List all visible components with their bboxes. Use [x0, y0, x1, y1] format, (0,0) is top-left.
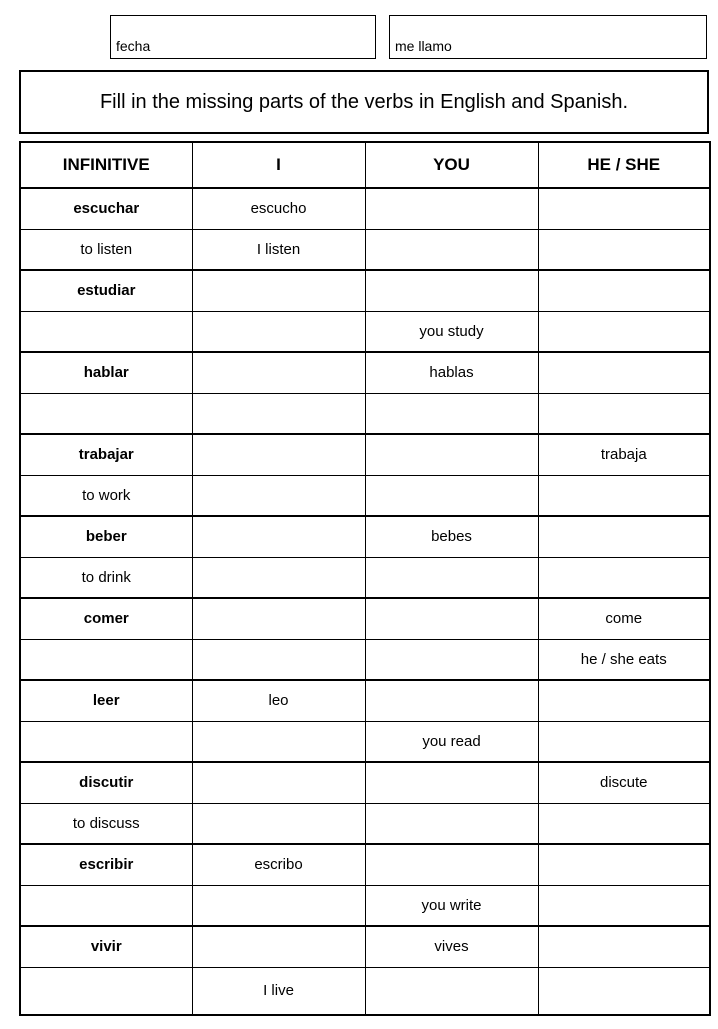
cell-infinitive: to work: [20, 475, 192, 516]
cell-i[interactable]: [192, 803, 365, 844]
cell-you[interactable]: [365, 680, 538, 721]
cell-i[interactable]: [192, 721, 365, 762]
table-row: [20, 557, 710, 598]
cell-he-she[interactable]: [538, 352, 710, 393]
cell-you: you write: [365, 885, 538, 926]
cell-i[interactable]: [192, 639, 365, 680]
cell-infinitive: to discuss: [20, 803, 192, 844]
cell-you[interactable]: [365, 598, 538, 639]
column-header-you: YOU: [365, 142, 538, 188]
table-row: [20, 311, 710, 352]
cell-infinitive[interactable]: [20, 393, 192, 434]
cell-infinitive[interactable]: [20, 639, 192, 680]
instructions-text: Fill in the missing parts of the verbs in English and Spanish.: [99, 90, 629, 113]
cell-infinitive: to listen: [20, 229, 192, 270]
cell-he-she[interactable]: [538, 475, 710, 516]
table-row: [20, 434, 710, 475]
date-label: fecha: [116, 38, 151, 54]
cell-infinitive: trabajar: [20, 434, 192, 475]
table-row: [20, 926, 710, 967]
table-row: [20, 803, 710, 844]
cell-he-she[interactable]: [538, 270, 710, 311]
cell-infinitive: escuchar: [20, 188, 192, 229]
cell-infinitive: to drink: [20, 557, 192, 598]
cell-he-she[interactable]: [538, 680, 710, 721]
cell-i[interactable]: [192, 557, 365, 598]
cell-you[interactable]: [365, 803, 538, 844]
cell-i: I listen: [192, 229, 365, 270]
cell-you[interactable]: [365, 967, 538, 1015]
cell-he-she[interactable]: [538, 926, 710, 967]
cell-i: leo: [192, 680, 365, 721]
cell-you: vives: [365, 926, 538, 967]
cell-i[interactable]: [192, 885, 365, 926]
table-row: [20, 598, 710, 639]
cell-he-she: trabaja: [538, 434, 710, 475]
table-row: [20, 721, 710, 762]
cell-you[interactable]: [365, 639, 538, 680]
cell-he-she[interactable]: [538, 393, 710, 434]
cell-he-she[interactable]: [538, 557, 710, 598]
cell-i[interactable]: [192, 352, 365, 393]
cell-infinitive[interactable]: [20, 311, 192, 352]
cell-he-she[interactable]: [538, 516, 710, 557]
cell-he-she: discute: [538, 762, 710, 803]
cell-you: hablas: [365, 352, 538, 393]
cell-you[interactable]: [365, 229, 538, 270]
cell-i[interactable]: [192, 475, 365, 516]
verb-table: [19, 141, 711, 1016]
cell-he-she[interactable]: [538, 188, 710, 229]
table-row: [20, 188, 710, 229]
cell-you[interactable]: [365, 475, 538, 516]
cell-infinitive: discutir: [20, 762, 192, 803]
cell-infinitive: vivir: [20, 926, 192, 967]
name-field[interactable]: [389, 15, 707, 59]
table-header-row: [20, 142, 710, 188]
cell-infinitive: hablar: [20, 352, 192, 393]
cell-you: you read: [365, 721, 538, 762]
table-row: [20, 680, 710, 721]
table-row: [20, 229, 710, 270]
table-row: [20, 967, 710, 1015]
table-row: [20, 844, 710, 885]
cell-i[interactable]: [192, 270, 365, 311]
cell-infinitive: estudiar: [20, 270, 192, 311]
date-field[interactable]: [110, 15, 376, 59]
cell-i[interactable]: [192, 311, 365, 352]
cell-he-she: he / she eats: [538, 639, 710, 680]
cell-i: escucho: [192, 188, 365, 229]
column-header-i: I: [192, 142, 365, 188]
cell-you[interactable]: [365, 188, 538, 229]
cell-you[interactable]: [365, 393, 538, 434]
cell-he-she[interactable]: [538, 721, 710, 762]
cell-you[interactable]: [365, 844, 538, 885]
cell-i: I live: [192, 967, 365, 1015]
name-label: me llamo: [395, 38, 452, 54]
cell-i[interactable]: [192, 598, 365, 639]
cell-he-she[interactable]: [538, 967, 710, 1015]
table-row: [20, 393, 710, 434]
cell-you[interactable]: [365, 557, 538, 598]
cell-i[interactable]: [192, 393, 365, 434]
cell-infinitive[interactable]: [20, 967, 192, 1015]
cell-infinitive: leer: [20, 680, 192, 721]
cell-infinitive: escribir: [20, 844, 192, 885]
table-row: [20, 516, 710, 557]
table-row: [20, 639, 710, 680]
cell-i[interactable]: [192, 516, 365, 557]
cell-i[interactable]: [192, 762, 365, 803]
cell-he-she[interactable]: [538, 229, 710, 270]
cell-he-she[interactable]: [538, 844, 710, 885]
cell-you[interactable]: [365, 762, 538, 803]
cell-infinitive[interactable]: [20, 885, 192, 926]
table-row: [20, 885, 710, 926]
cell-i[interactable]: [192, 926, 365, 967]
cell-i[interactable]: [192, 434, 365, 475]
cell-infinitive: beber: [20, 516, 192, 557]
cell-infinitive[interactable]: [20, 721, 192, 762]
column-header-he-she: HE / SHE: [538, 142, 710, 188]
cell-you[interactable]: [365, 270, 538, 311]
table-row: [20, 352, 710, 393]
cell-he-she[interactable]: [538, 311, 710, 352]
cell-he-she: come: [538, 598, 710, 639]
table-row: [20, 270, 710, 311]
table-row: [20, 762, 710, 803]
table-row: [20, 475, 710, 516]
cell-he-she[interactable]: [538, 885, 710, 926]
cell-he-she[interactable]: [538, 803, 710, 844]
cell-infinitive: comer: [20, 598, 192, 639]
instructions-box: [19, 70, 709, 134]
cell-i: escribo: [192, 844, 365, 885]
column-header-infinitive: INFINITIVE: [20, 142, 192, 188]
cell-you[interactable]: [365, 434, 538, 475]
cell-you: bebes: [365, 516, 538, 557]
cell-you: you study: [365, 311, 538, 352]
